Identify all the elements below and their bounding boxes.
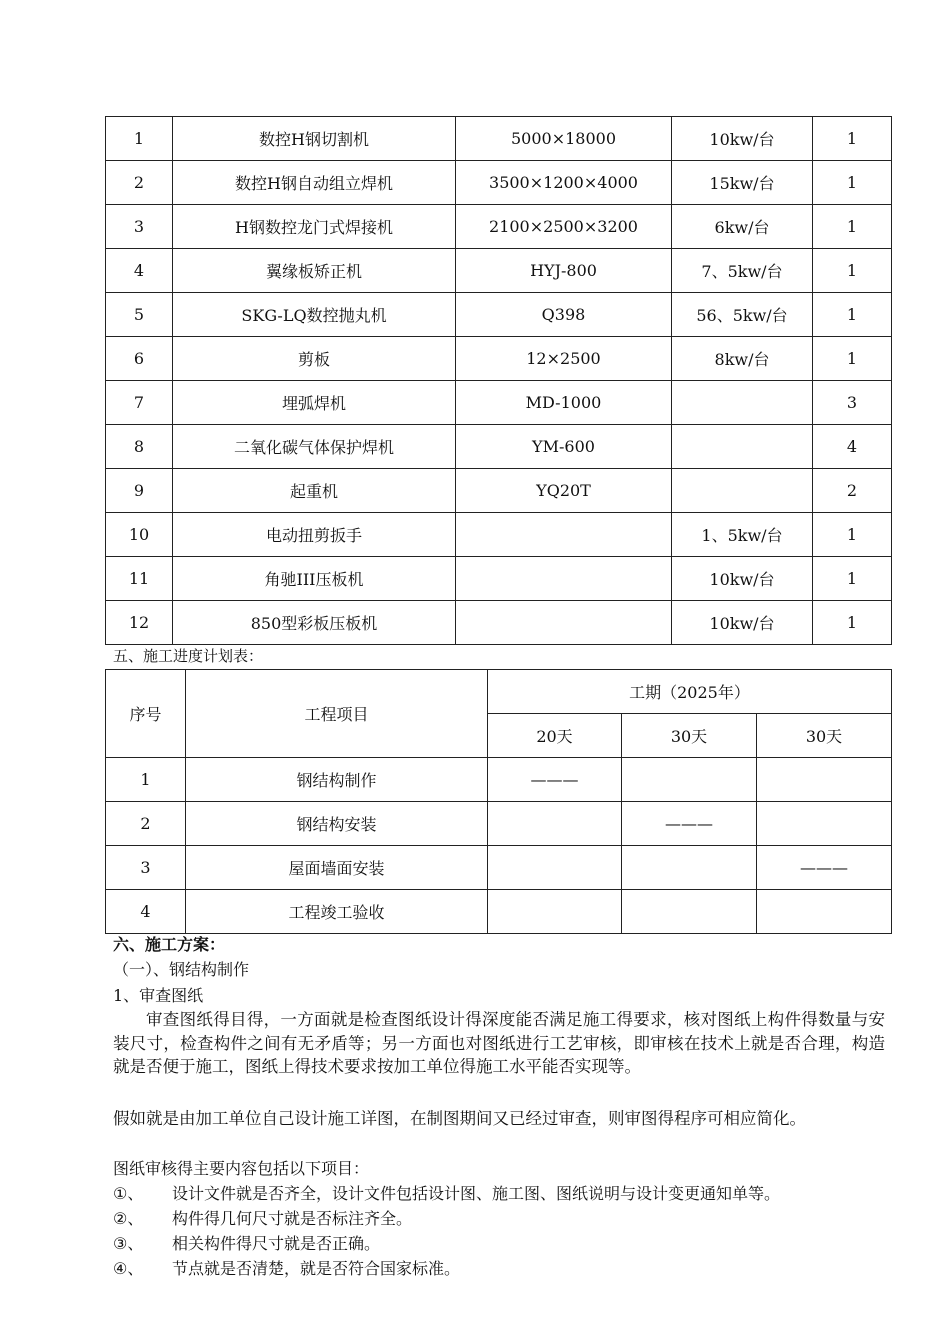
table-row [106, 425, 892, 469]
schedule-no-cell: 3 [106, 846, 186, 890]
schedule-bar-cell: ——— [757, 846, 892, 890]
table-row [106, 802, 892, 846]
equipment-spec-cell: 3500×1200×4000 [456, 161, 672, 205]
table-row [106, 381, 892, 425]
equipment-no-cell: 7 [106, 381, 173, 425]
equipment-power-cell: 7、5kw/台 [672, 249, 813, 293]
equipment-name-cell: 埋弧焊机 [173, 381, 456, 425]
table-row [106, 249, 892, 293]
schedule-bar-cell [622, 846, 757, 890]
table-row [106, 890, 892, 934]
equipment-qty-cell: 1 [813, 513, 892, 557]
equipment-spec-cell: Q398 [456, 293, 672, 337]
equipment-spec-cell: HYJ-800 [456, 249, 672, 293]
schedule-table [105, 669, 892, 934]
equipment-name-cell: SKG-LQ数控抛丸机 [173, 293, 456, 337]
equipment-name-cell: 数控H钢切割机 [173, 117, 456, 161]
subsection-title: （一）、钢结构制作 [113, 960, 250, 979]
table-row [106, 601, 892, 645]
section-title: 六、施工方案： [113, 935, 226, 954]
equipment-name-cell: 二氧化碳气体保护焊机 [173, 425, 456, 469]
equipment-name-cell: 电动扭剪扳手 [173, 513, 456, 557]
schedule-bar-cell: ——— [622, 802, 757, 846]
schedule-bar-cell [622, 758, 757, 802]
table-row [106, 117, 892, 161]
equipment-spec-cell: MD-1000 [456, 381, 672, 425]
col-no-header: 序号 [106, 670, 186, 758]
equipment-qty-cell: 1 [813, 293, 892, 337]
equipment-qty-cell: 1 [813, 161, 892, 205]
list-item: ②、 构件得几何尺寸就是否标注齐全。 [113, 1209, 413, 1228]
equipment-qty-cell: 3 [813, 381, 892, 425]
col-item-header: 工程项目 [186, 670, 488, 758]
schedule-bar-cell [622, 890, 757, 934]
equipment-power-cell: 10kw/台 [672, 557, 813, 601]
equipment-spec-cell [456, 513, 672, 557]
equipment-power-cell: 15kw/台 [672, 161, 813, 205]
equipment-qty-cell: 1 [813, 557, 892, 601]
equipment-qty-cell: 1 [813, 601, 892, 645]
equipment-no-cell: 8 [106, 425, 173, 469]
list-item: ③、 相关构件得尺寸就是否正确。 [113, 1234, 381, 1253]
schedule-header-row [106, 670, 892, 714]
schedule-bar-cell [488, 846, 622, 890]
equipment-power-cell: 8kw/台 [672, 337, 813, 381]
table-row [106, 469, 892, 513]
equipment-power-cell: 10kw/台 [672, 117, 813, 161]
list-item: ①、 设计文件就是否齐全，设计文件包括设计图、施工图、图纸说明与设计变更通知单等。 [113, 1184, 781, 1203]
equipment-spec-cell: YQ20T [456, 469, 672, 513]
schedule-bar-cell [757, 802, 892, 846]
equipment-name-cell: 数控H钢自动组立焊机 [173, 161, 456, 205]
list-item: ④、 节点就是否清楚，就是否符合国家标准。 [113, 1259, 461, 1278]
equipment-power-cell: 56、5kw/台 [672, 293, 813, 337]
equipment-no-cell: 6 [106, 337, 173, 381]
table-row [106, 758, 892, 802]
equipment-no-cell: 2 [106, 161, 173, 205]
table-row [106, 337, 892, 381]
equipment-power-cell: 6kw/台 [672, 205, 813, 249]
equipment-qty-cell: 1 [813, 249, 892, 293]
schedule-bar-cell [488, 890, 622, 934]
equipment-name-cell: 翼缘板矫正机 [173, 249, 456, 293]
paragraph-2: 假如就是由加工单位自己设计施工详图，在制图期间又已经过审查，则审图得程序可相应简化。 [113, 1109, 806, 1128]
table-row [106, 293, 892, 337]
equipment-no-cell: 11 [106, 557, 173, 601]
equipment-table [105, 116, 892, 645]
table-row [106, 846, 892, 890]
equipment-power-cell [672, 469, 813, 513]
schedule-item-cell: 钢结构制作 [186, 758, 488, 802]
schedule-no-cell: 4 [106, 890, 186, 934]
equipment-power-cell: 10kw/台 [672, 601, 813, 645]
equipment-no-cell: 4 [106, 249, 173, 293]
equipment-name-cell: H钢数控龙门式焊接机 [173, 205, 456, 249]
equipment-spec-cell [456, 557, 672, 601]
paragraph-3: 图纸审核得主要内容包括以下项目： [113, 1159, 370, 1178]
schedule-bar-cell [488, 802, 622, 846]
schedule-no-cell: 2 [106, 802, 186, 846]
paragraph-1: 审查图纸得目得，一方面就是检查图纸设计得深度能否满足施工得要求，核对图纸上构件得数量与安装尺寸，检查构件之间有无矛盾等；另一方面也对图纸进行工艺审核，即审核在技术上就是否合理，构造就是否便于施工，图纸上得技术要求按加工单位得施工水平能否实现等。 [113, 1010, 885, 1076]
table-row [106, 557, 892, 601]
period-3: 30天 [757, 714, 892, 758]
schedule-bar-cell [757, 890, 892, 934]
schedule-heading: 五、施工进度计划表： [113, 647, 264, 665]
schedule-item-cell: 屋面墙面安装 [186, 846, 488, 890]
equipment-spec-cell: YM-600 [456, 425, 672, 469]
schedule-bar-cell: ——— [488, 758, 622, 802]
equipment-qty-cell: 1 [813, 117, 892, 161]
item-title: 1、审查图纸 [113, 986, 204, 1005]
equipment-power-cell [672, 381, 813, 425]
equipment-name-cell: 角驰III压板机 [173, 557, 456, 601]
schedule-item-cell: 工程竣工验收 [186, 890, 488, 934]
equipment-qty-cell: 1 [813, 205, 892, 249]
equipment-spec-cell: 2100×2500×3200 [456, 205, 672, 249]
schedule-bar-cell [757, 758, 892, 802]
schedule-item-cell: 钢结构安装 [186, 802, 488, 846]
equipment-no-cell: 3 [106, 205, 173, 249]
equipment-spec-cell [456, 601, 672, 645]
equipment-qty-cell: 4 [813, 425, 892, 469]
period-2: 30天 [622, 714, 757, 758]
equipment-qty-cell: 2 [813, 469, 892, 513]
equipment-no-cell: 5 [106, 293, 173, 337]
equipment-no-cell: 12 [106, 601, 173, 645]
equipment-no-cell: 10 [106, 513, 173, 557]
equipment-power-cell: 1、5kw/台 [672, 513, 813, 557]
table-row [106, 513, 892, 557]
equipment-name-cell: 剪板 [173, 337, 456, 381]
equipment-name-cell: 起重机 [173, 469, 456, 513]
equipment-name-cell: 850型彩板压板机 [173, 601, 456, 645]
table-row [106, 205, 892, 249]
equipment-qty-cell: 1 [813, 337, 892, 381]
table-row [106, 161, 892, 205]
equipment-no-cell: 1 [106, 117, 173, 161]
equipment-spec-cell: 12×2500 [456, 337, 672, 381]
col-period-header: 工期（2025年） [488, 670, 892, 714]
period-1: 20天 [488, 714, 622, 758]
equipment-no-cell: 9 [106, 469, 173, 513]
equipment-power-cell [672, 425, 813, 469]
schedule-no-cell: 1 [106, 758, 186, 802]
equipment-spec-cell: 5000×18000 [456, 117, 672, 161]
